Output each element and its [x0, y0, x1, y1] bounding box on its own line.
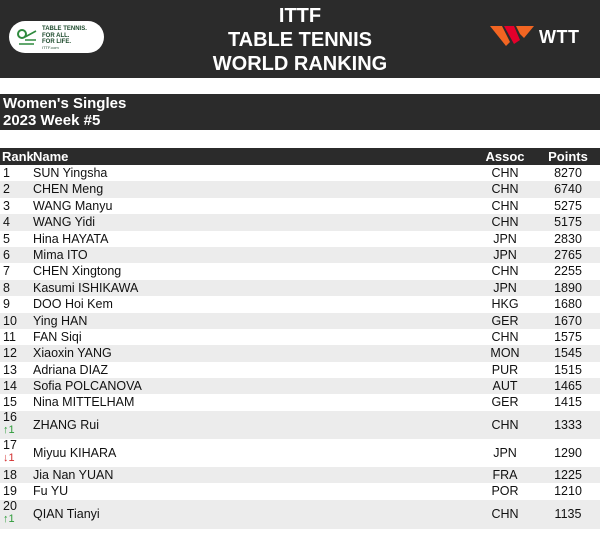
player-name: WANG Manyu	[33, 198, 113, 213]
rank-value: 16	[3, 409, 17, 424]
wtt-logo: WTT	[490, 24, 590, 50]
wtt-wings-icon	[490, 24, 536, 48]
column-header-rank: Rank	[2, 149, 34, 164]
player-points: 1465	[554, 379, 582, 394]
player-assoc: MON	[490, 346, 520, 361]
player-name: Miyuu KIHARA	[33, 445, 117, 460]
week-label: 2023 Week #5	[3, 112, 101, 129]
player-assoc: AUT	[492, 379, 518, 394]
player-assoc: JPN	[493, 231, 517, 246]
player-assoc: CHN	[491, 215, 519, 230]
player-name: Kasumi ISHIKAWA	[33, 280, 139, 295]
player-name: FAN Siqi	[33, 329, 82, 344]
player-assoc: JPN	[493, 280, 517, 295]
player-name: Xiaoxin YANG	[33, 346, 112, 361]
table-row	[0, 231, 600, 247]
column-header-points: Points	[548, 149, 588, 164]
rank-value: 11	[3, 329, 16, 344]
player-points: 1575	[554, 329, 582, 344]
player-points: 2765	[554, 247, 582, 262]
rank-value: 18	[3, 467, 17, 482]
ittf-logo	[9, 21, 104, 53]
rank-value: 7	[3, 264, 10, 279]
rank-cell	[3, 411, 17, 436]
player-name: CHEN Xingtong	[33, 264, 122, 279]
rank-value: 15	[3, 395, 17, 410]
ranking-table	[0, 148, 600, 529]
player-name: ZHANG Rui	[33, 417, 99, 432]
rank-value: 2	[3, 182, 10, 197]
player-assoc: CHN	[491, 329, 519, 344]
table-row	[0, 296, 600, 312]
rank-value: 14	[3, 379, 17, 394]
player-points: 1210	[554, 484, 582, 499]
table-row	[0, 378, 600, 394]
player-assoc: CHN	[491, 264, 519, 279]
table-row	[0, 181, 600, 197]
player-name: Mima ITO	[33, 247, 88, 262]
table-row	[0, 394, 600, 410]
player-name: Sofia POLCANOVA	[33, 379, 142, 394]
table-row	[0, 362, 600, 378]
player-points: 1225	[554, 467, 582, 482]
rank-value: 10	[3, 313, 17, 328]
ranking-category-header	[0, 94, 600, 130]
player-points: 1680	[554, 297, 582, 312]
table-row	[0, 280, 600, 296]
player-points: 6740	[554, 182, 582, 197]
player-points: 1333	[554, 417, 582, 432]
player-points: 1545	[554, 346, 582, 361]
rank-value: 20	[3, 498, 17, 513]
player-assoc: PUR	[491, 362, 519, 377]
player-assoc: JPN	[493, 247, 517, 262]
player-points: 2255	[554, 264, 582, 279]
player-assoc: FRA	[492, 467, 518, 482]
player-name: Hina HAYATA	[33, 231, 109, 246]
player-assoc: CHN	[491, 198, 519, 213]
table-row	[0, 165, 600, 181]
table-row	[0, 467, 600, 483]
table-row	[0, 263, 600, 279]
rank-value: 4	[3, 215, 10, 230]
player-assoc: GER	[491, 395, 519, 410]
player-points: 1670	[554, 313, 582, 328]
table-row	[0, 313, 600, 329]
page-title: ITTF TABLE TENNIS WORLD RANKING	[212, 5, 388, 75]
category-title: Women's Singles	[3, 95, 127, 112]
player-points: 1415	[554, 395, 582, 410]
player-points: 5275	[554, 198, 582, 213]
rank-change-down-icon: ↓1	[3, 451, 15, 464]
player-assoc: CHN	[491, 166, 519, 180]
player-name: Ying HAN	[33, 313, 88, 328]
table-row	[0, 329, 600, 345]
ittf-paddle-icon	[16, 28, 38, 46]
table-row	[0, 500, 600, 529]
column-header-name: Name	[33, 149, 69, 164]
rank-cell	[3, 500, 17, 525]
player-assoc: HKG	[491, 297, 519, 312]
player-name: QIAN Tianyi	[33, 506, 100, 521]
rank-value: 17	[3, 437, 17, 452]
player-assoc: POR	[491, 484, 519, 499]
player-name: CHEN Meng	[33, 182, 104, 197]
player-points: 1290	[554, 445, 582, 460]
player-points: 1890	[554, 280, 582, 295]
rank-value: 8	[3, 280, 10, 295]
rank-value: 12	[3, 346, 17, 361]
column-header-assoc: Assoc	[485, 149, 525, 164]
player-name: WANG Yidi	[33, 215, 96, 230]
table-row	[0, 214, 600, 230]
player-assoc: CHN	[491, 506, 519, 521]
header-banner	[0, 0, 600, 78]
rank-value: 19	[3, 484, 17, 499]
player-name: Fu YU	[33, 484, 69, 499]
player-assoc: CHN	[491, 417, 519, 432]
player-name: Nina MITTELHAM	[33, 395, 135, 410]
table-row	[0, 345, 600, 361]
table-row	[0, 411, 600, 439]
player-assoc: GER	[491, 313, 519, 328]
rank-change-up-icon: ↑1	[3, 423, 15, 436]
rank-value: 3	[3, 198, 10, 213]
rank-value: 6	[3, 247, 10, 262]
player-name: DOO Hoi Kem	[33, 297, 113, 312]
rank-cell	[3, 439, 17, 464]
player-assoc: JPN	[493, 445, 517, 460]
rank-value: 1	[3, 166, 10, 180]
rank-value: 9	[3, 297, 10, 312]
table-row	[0, 198, 600, 214]
player-points: 5175	[554, 215, 582, 230]
player-points: 1515	[554, 362, 582, 377]
rank-value: 13	[3, 362, 17, 377]
rank-value: 5	[3, 231, 10, 246]
table-row	[0, 247, 600, 263]
player-name: SUN Yingsha	[33, 166, 108, 180]
player-points: 1135	[554, 506, 582, 521]
table-header	[0, 148, 600, 165]
ittf-logo-url: ITTF.com	[42, 45, 59, 50]
ittf-logo-text: TABLE TENNIS. FOR ALL. FOR LIFE.	[42, 26, 87, 45]
player-name: Adriana DIAZ	[33, 362, 109, 377]
player-points: 8270	[554, 166, 582, 180]
rank-change-up-icon: ↑1	[3, 512, 15, 525]
player-assoc: CHN	[491, 182, 519, 197]
table-row	[0, 439, 600, 467]
player-points: 2830	[554, 231, 582, 246]
table-row	[0, 483, 600, 499]
player-name: Jia Nan YUAN	[33, 467, 114, 482]
